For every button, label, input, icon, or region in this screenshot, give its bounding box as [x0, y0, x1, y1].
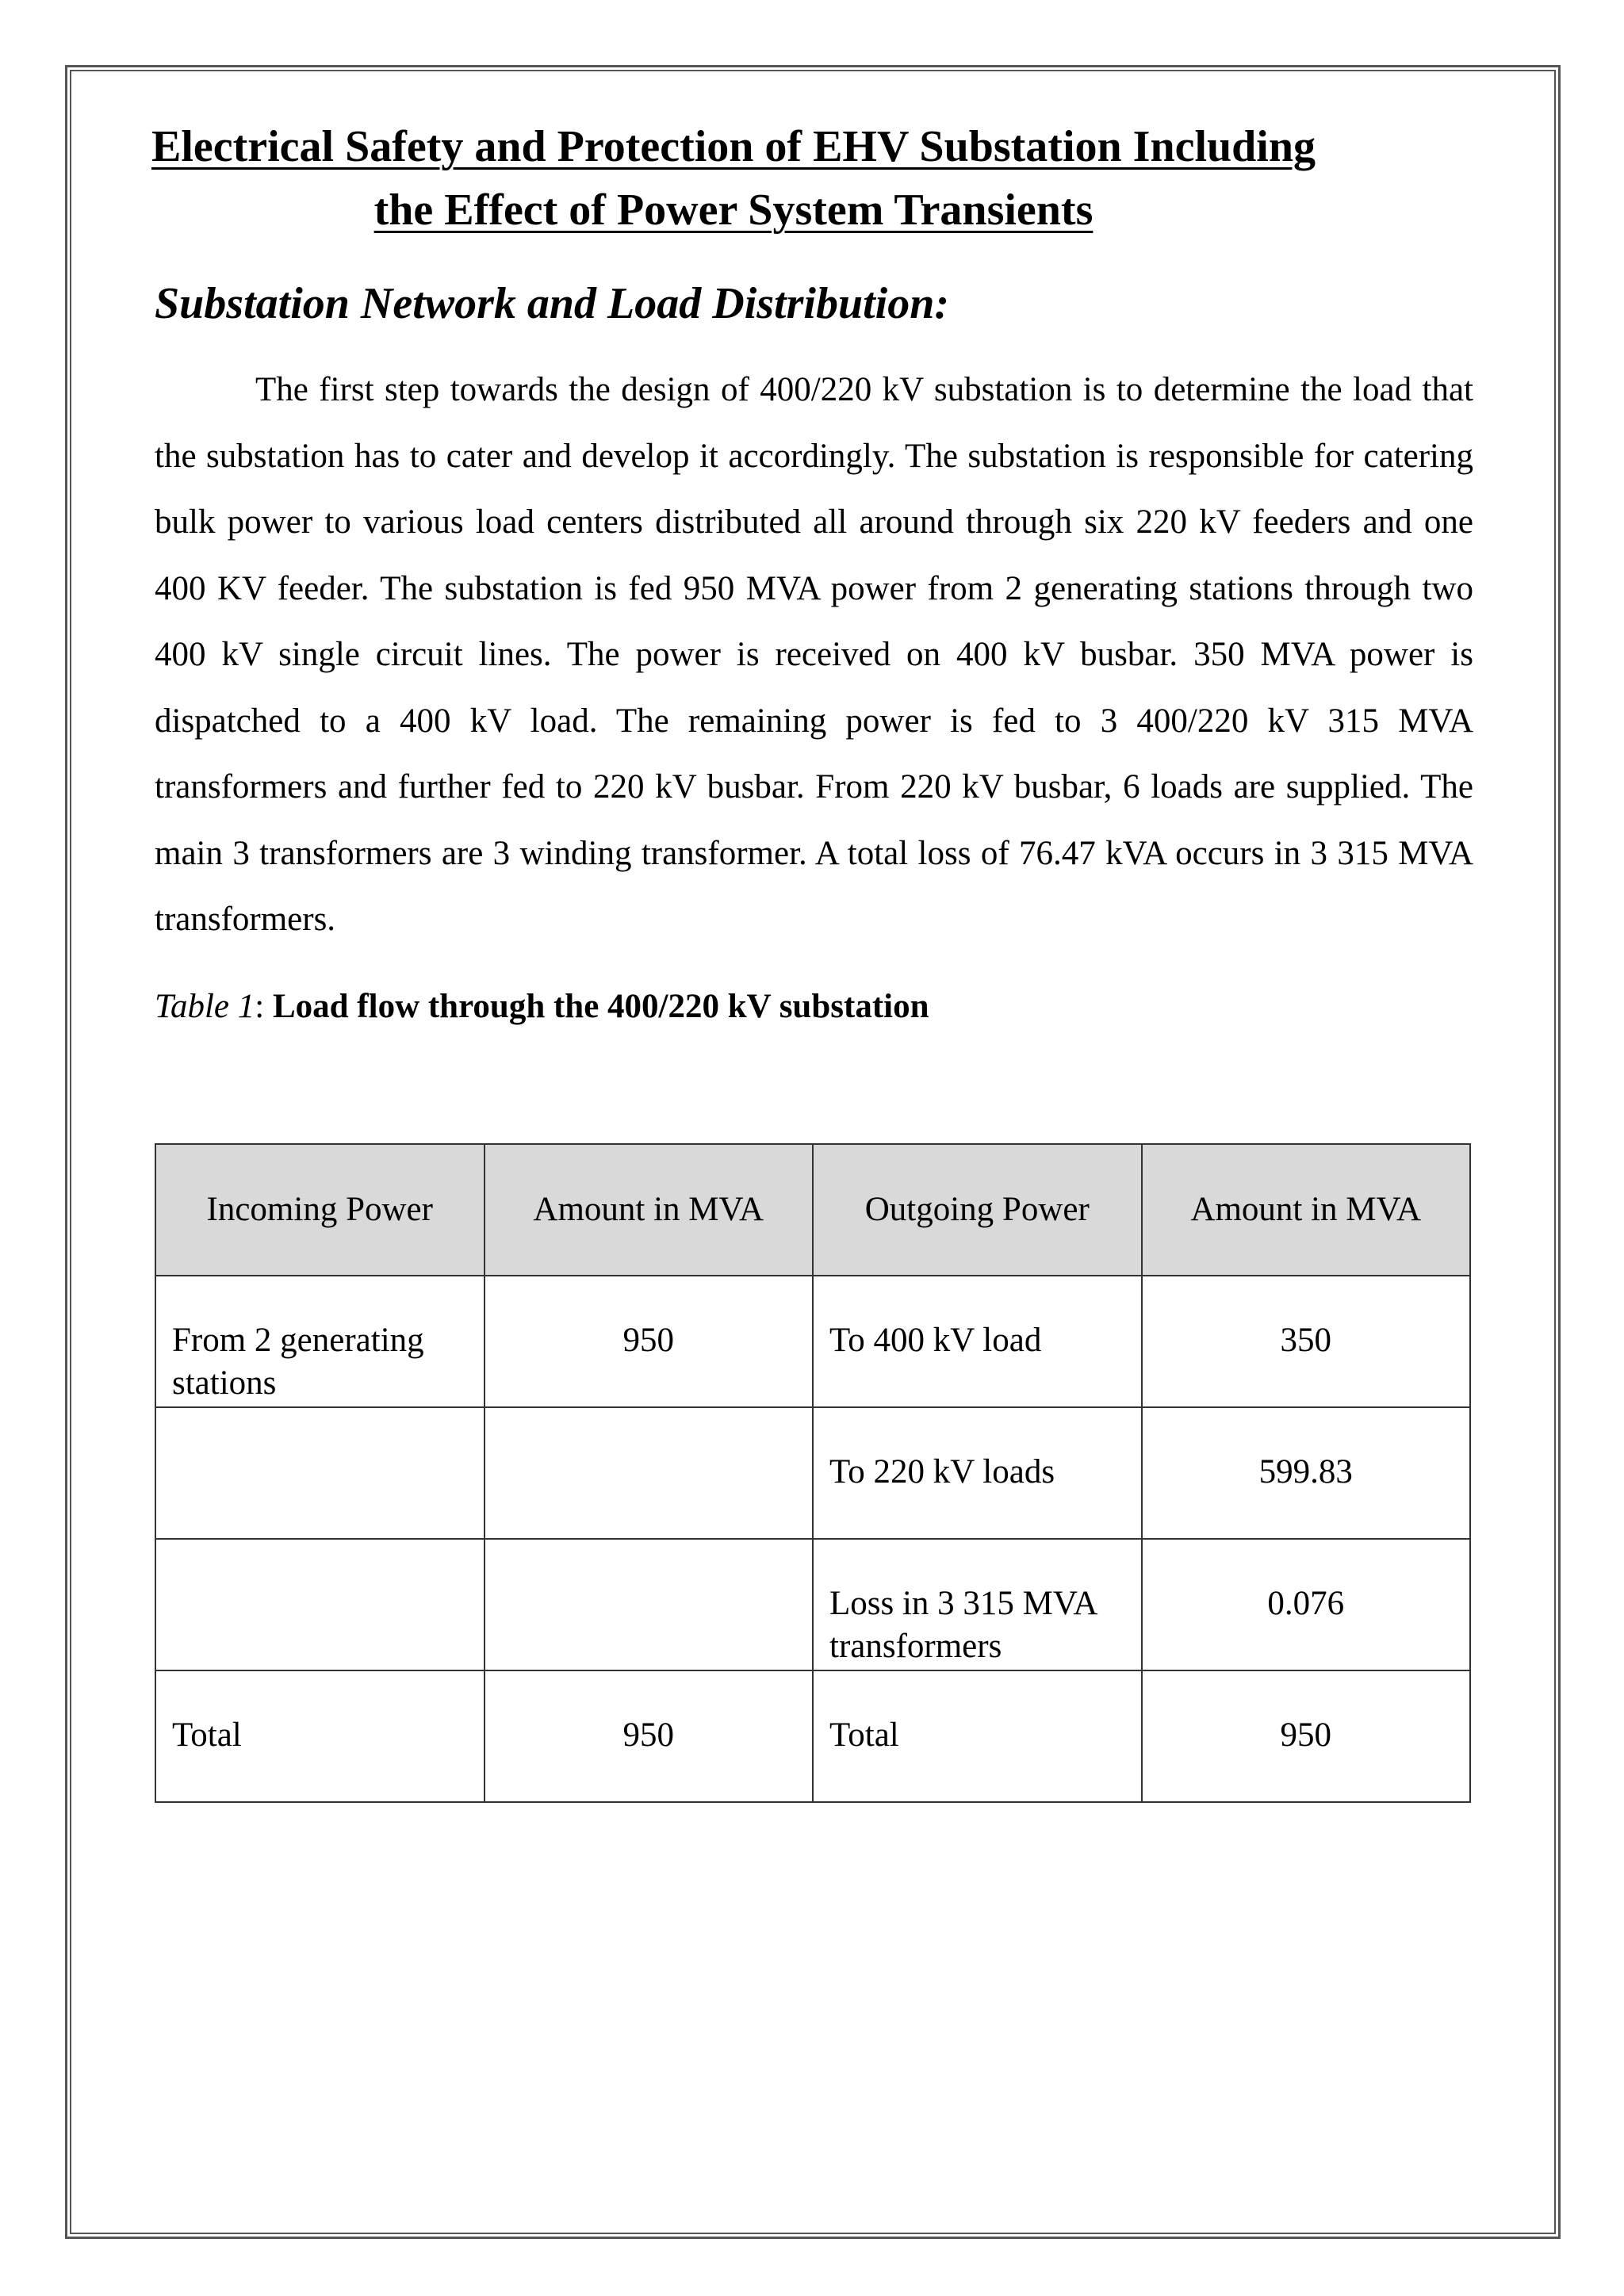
- table-caption-separator: :: [255, 988, 273, 1025]
- table-header-row: [155, 1144, 1470, 1276]
- header-outgoing-power: Outgoing Power: [813, 1144, 1142, 1276]
- table-cell: From 2 generating stations: [155, 1276, 485, 1407]
- table-cell: [485, 1407, 814, 1539]
- table-caption: [155, 983, 929, 1031]
- header-incoming-amount: Amount in MVA: [485, 1144, 814, 1276]
- table-cell: Total: [155, 1670, 485, 1802]
- table-cell: 599.83: [1142, 1407, 1471, 1539]
- table-cell: 350: [1142, 1276, 1471, 1407]
- body-paragraph: The first step towards the design of 400/220 kV substation is to determine the load that the substation has to cater and develop it accordingly. The substation is responsible for catering bulk power to various load centers distributed all around through six 220 kV feeders and one 400 KV feeder. The substation is fed 950 MVA power from 2 generating stations through two 400 kV single circuit lines. The power is received on 400 kV busbar. 350 MVA power is dispatched to a 400 kV load. The remaining power is fed to 3 400/220 kV 315 MVA transformers and further fed to 220 kV busbar. From 220 kV busbar, 6 loads are supplied. The main 3 transformers are 3 winding transformer. A total loss of 76.47 kVA occurs in 3 315 MVA transformers.: [155, 371, 1473, 938]
- header-incoming-power: Incoming Power: [155, 1144, 485, 1276]
- header-outgoing-amount: Amount in MVA: [1142, 1144, 1471, 1276]
- document-title: [119, 115, 1348, 242]
- table-cell: [155, 1539, 485, 1670]
- table-cell: 950: [485, 1276, 814, 1407]
- table-row-total: [155, 1670, 1470, 1802]
- document-title-line-1: Electrical Safety and Protection of EHV Substation Including: [151, 122, 1316, 171]
- table-cell: Loss in 3 315 MVA transformers: [813, 1539, 1142, 1670]
- section-heading: Substation Network and Load Distribution:: [155, 279, 950, 328]
- table-cell: 0.076: [1142, 1539, 1471, 1670]
- table-caption-label: Table 1: [155, 988, 255, 1025]
- table-cell: Total: [813, 1670, 1142, 1802]
- table-row: [155, 1539, 1470, 1670]
- table-cell: [485, 1539, 814, 1670]
- table-row: [155, 1276, 1470, 1407]
- table-row: [155, 1407, 1470, 1539]
- table-cell: [155, 1407, 485, 1539]
- document-title-line-2: the Effect of Power System Transients: [373, 186, 1094, 235]
- table-cell: To 400 kV load: [813, 1276, 1142, 1407]
- load-flow-table: [155, 1143, 1471, 1803]
- table-cell: 950: [1142, 1670, 1471, 1802]
- table-cell: 950: [485, 1670, 814, 1802]
- table-cell: To 220 kV loads: [813, 1407, 1142, 1539]
- table-caption-text: Load flow through the 400/220 kV substation: [272, 988, 929, 1025]
